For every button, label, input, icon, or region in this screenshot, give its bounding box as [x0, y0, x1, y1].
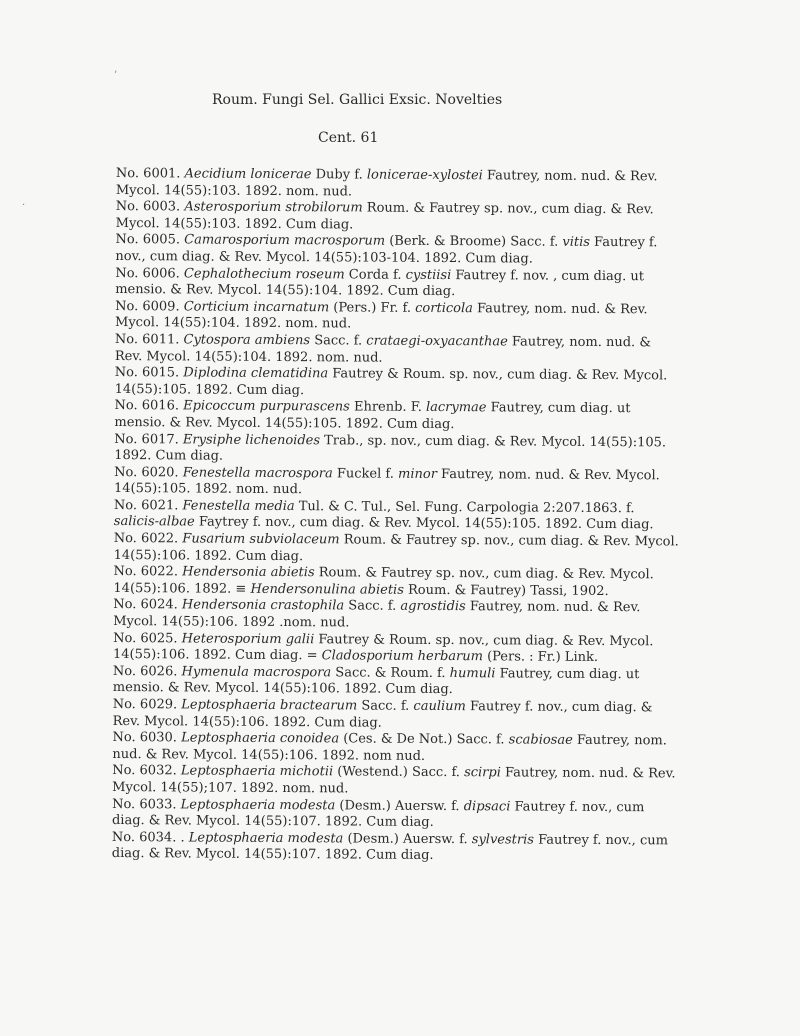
entry-text: No. 6026. — [112, 663, 182, 680]
taxon-name: vitis — [562, 235, 590, 251]
entry-text: Fautrey f. nov., cum diag. & Rev. Mycol. 14(55):103-104. 1892. Cum diag. — [115, 235, 658, 267]
taxon-name: Hymenula macrospora — [181, 664, 332, 681]
taxon-name: scirpi — [464, 765, 501, 781]
entry-text: (Desm.) Auersw. f. — [335, 797, 464, 814]
entry-text: Fautrey, nom. nud. & Rev. Mycol. 14(55):105. 1892. nom. nud. — [113, 466, 660, 498]
entry-text: No. 6033. — [112, 796, 181, 812]
entry-text: Fautrey f. nov., cum diag. & Rev. Mycol. 14(55):107. 1892. Cum diag. — [111, 832, 668, 864]
taxon-name: Heterosporium galii — [181, 631, 315, 647]
entry-text: (Ces. & De Not.) Sacc. f. — [339, 731, 509, 748]
entry-text: No. 6022. — [113, 531, 183, 547]
taxon-name: Fusarium subviolaceum — [182, 531, 340, 548]
list-item — [113, 597, 679, 634]
taxon-name: Fenestella media — [182, 498, 295, 514]
entry-text: Fautrey, nom. nud. & Rev. Mycol. 14(55):106. 1892 .nom. nud. — [113, 599, 641, 631]
entry-text: Tul. & C. Tul., Sel. Fung. Carpologia 2:207.1863. f. — [294, 498, 635, 517]
entry-text: Trab., sp. nov., cum diag. & Rev. Mycol. 14(55):105. 1892. Cum diag. — [114, 432, 667, 464]
entry-text: Duby f. — [311, 167, 367, 183]
taxon-name: Aecidium lonicerae — [184, 166, 312, 183]
entry-text: No. 6020. — [114, 464, 183, 481]
list-item — [114, 431, 680, 468]
list-item — [112, 730, 678, 767]
taxon-name: Cephalothecium roseum — [183, 265, 345, 282]
list-item — [114, 465, 680, 502]
list-item — [112, 797, 678, 834]
entry-text: Roum. & Fautrey) Tassi, 1902. — [403, 582, 609, 599]
taxon-name: minor — [398, 466, 437, 482]
entry-text: Fautrey & Roum. sp. nov., cum diag. & Rev. Mycol. 14(55):105. 1892. Cum diag. — [114, 366, 668, 398]
taxon-name: crataegi-oxyacanthae — [366, 333, 508, 350]
entry-text: No. 6032. — [112, 763, 181, 779]
taxon-name: Erysiphe lichenoides — [182, 431, 321, 448]
entry-text: Fautrey f. nov. , cum diag. ut mensio. & Rev. Mycol. 14(55):104. 1892. Cum diag. — [115, 267, 645, 300]
entry-text: No. 6015. — [114, 365, 184, 381]
list-item — [115, 232, 681, 269]
taxon-name: Hendersonia crastophila — [181, 597, 345, 614]
taxon-name: Hendersonia abietis — [182, 564, 315, 581]
taxon-name: agrostidis — [400, 599, 466, 615]
list-item — [116, 199, 682, 236]
page-title: Roum. Fungi Sel. Gallici Exsic. Novelties — [212, 92, 503, 108]
entry-text: Faytrey f. nov., cum diag. & Rev. Mycol. 14(55):105. 1892. Cum diag. — [194, 514, 654, 533]
taxon-name: Leptosphaeria bractearum — [181, 697, 358, 714]
entry-text: (Pers. : Fr.) Link. — [482, 649, 599, 666]
taxon-name: Leptosphaeria conoidea — [181, 730, 340, 747]
list-item — [114, 531, 680, 568]
entry-text: No. 6005. — [115, 232, 185, 248]
entry-text: No. 6030. — [112, 730, 182, 746]
taxon-name: Asterosporium strobilorum — [184, 199, 363, 216]
list-item — [116, 166, 682, 203]
entry-text: Fautrey, nom. nud. & Rev. Mycol. 14(55);107. 1892. nom. nud. — [112, 765, 676, 797]
entry-text: No. 6001. — [115, 166, 185, 182]
entry-text: No. 6029. — [112, 696, 182, 713]
entry-text: No. 6025. — [113, 630, 182, 647]
entry-text: Fautrey, nom. nud. & Rev. Mycol. 14(55):104. 1892. nom. nud. — [114, 334, 651, 366]
entry-text: (Pers.) Fr. f. — [329, 300, 416, 316]
list-item — [113, 697, 679, 734]
entry-text: Fautrey f. nov., cum diag. & Rev. Mycol. 14(55):106. 1892. Cum diag. — [112, 699, 653, 731]
scan-speck: · — [22, 200, 26, 211]
entry-list — [112, 166, 682, 866]
taxon-name: lacrymae — [425, 400, 487, 416]
taxon-name: lonicerae-xylostei — [366, 167, 483, 184]
list-item — [114, 498, 680, 535]
taxon-name: corticola — [415, 300, 473, 316]
taxon-name: Leptosphaeria modesta — [188, 830, 344, 847]
entry-text: No. 6022. — [113, 564, 183, 580]
entry-text: Roum. & Fautrey sp. nov., cum diag. & Rev. Mycol. 14(55):106. 1892. Cum diag. — [113, 532, 679, 564]
entry-text: (Desm.) Auersw. f. — [343, 831, 472, 847]
taxon-name: sylvestris — [471, 831, 535, 848]
entry-text: No. 6006. — [115, 265, 184, 281]
taxon-name: Diplodina clematidina — [183, 365, 329, 382]
entry-text: Sacc. f. — [357, 698, 414, 714]
entry-text: Fautrey, nom. nud. & Rev. Mycol. 14(55):106. 1892. nom nud. — [112, 732, 667, 764]
entry-text: No. 6011. — [114, 331, 184, 348]
taxon-name: cystiisi — [405, 267, 452, 283]
entry-text: No. 6003. — [115, 199, 185, 215]
entry-text: No. 6009. — [115, 298, 184, 315]
entry-text: No. 6021. — [113, 497, 183, 514]
taxon-name: Leptosphaeria michotii — [180, 763, 334, 780]
entry-text: Corda f. — [344, 266, 406, 283]
entry-text: Fuckel f. — [332, 466, 399, 482]
list-item — [113, 564, 679, 601]
entry-text: Fautrey, nom. nud. & Rev. Mycol. 14(55):103. 1892. nom. nud. — [115, 168, 658, 200]
list-item — [112, 763, 678, 800]
taxon-name: Fenestella macrospora — [182, 465, 333, 482]
entry-text: Ehrenb. F. — [349, 399, 427, 416]
list-item — [115, 365, 681, 402]
taxon-name: Corticium incarnatum — [183, 299, 330, 316]
taxon-name: Epicoccum purpurascens — [183, 398, 350, 415]
entry-text: No. 6034. . — [111, 829, 189, 846]
entry-text: (Berk. & Broome) Sacc. f. — [385, 234, 563, 251]
list-item — [113, 631, 679, 668]
taxon-name: scabiosae — [508, 732, 573, 748]
list-item — [115, 332, 681, 369]
entry-text: Roum. & Fautrey sp. nov., cum diag. & Rev. Mycol. 14(55):106. 1892. ≡ — [113, 565, 654, 597]
entry-text: Fautrey & Roum. sp. nov., cum diag. & Rev. Mycol. 14(55):106. 1892. Cum diag. = — [112, 631, 654, 664]
list-item — [112, 830, 678, 867]
entry-text: Fautrey, nom. nud. & Rev. Mycol. 14(55):104. 1892. nom. nud. — [114, 300, 648, 332]
scan-speck: ’ — [114, 70, 118, 81]
entry-text: No. 6016. — [114, 398, 184, 414]
taxon-name: humuli — [449, 665, 496, 682]
list-item — [114, 398, 680, 435]
entry-text: No. 6017. — [114, 431, 183, 447]
taxon-name: caulium — [413, 698, 466, 715]
entry-text: No. 6024. — [113, 597, 182, 613]
entry-text: Fautrey, cum diag. ut mensio. & Rev. Mycol. 14(55):106. 1892. Cum diag. — [112, 666, 640, 698]
entry-text: Sacc. f. — [344, 598, 401, 615]
taxon-name: salicis-albae — [113, 514, 195, 530]
page-subtitle: Cent. 61 — [318, 130, 379, 146]
entry-text: Sacc. f. — [310, 333, 367, 349]
list-item — [115, 299, 681, 336]
taxon-name: Leptosphaeria modesta — [180, 796, 336, 813]
entry-text: Fautrey f. nov., cum diag. & Rev. Mycol. 14(55):107. 1892. Cum diag. — [111, 798, 645, 831]
taxon-name: Cladosporium herbarum — [321, 648, 484, 665]
taxon-name: Hendersonulina abietis — [250, 581, 404, 598]
entry-text: Roum. & Fautrey sp. nov., cum diag. & Rev. Mycol. 14(55):103. 1892. Cum diag. — [115, 200, 654, 233]
list-item — [115, 266, 681, 303]
taxon-name: Cytospora ambiens — [183, 332, 311, 349]
list-item — [113, 664, 679, 701]
taxon-name: dipsaci — [463, 798, 511, 814]
taxon-name: Camarosporium macrosporum — [184, 232, 386, 250]
entry-text: Fautrey, cum diag. ut mensio. & Rev. Mycol. 14(55):105. 1892. Cum diag. — [114, 400, 631, 432]
entry-text: (Westend.) Sacc. f. — [333, 764, 465, 781]
entry-text: Sacc. & Roum. f. — [331, 665, 450, 681]
